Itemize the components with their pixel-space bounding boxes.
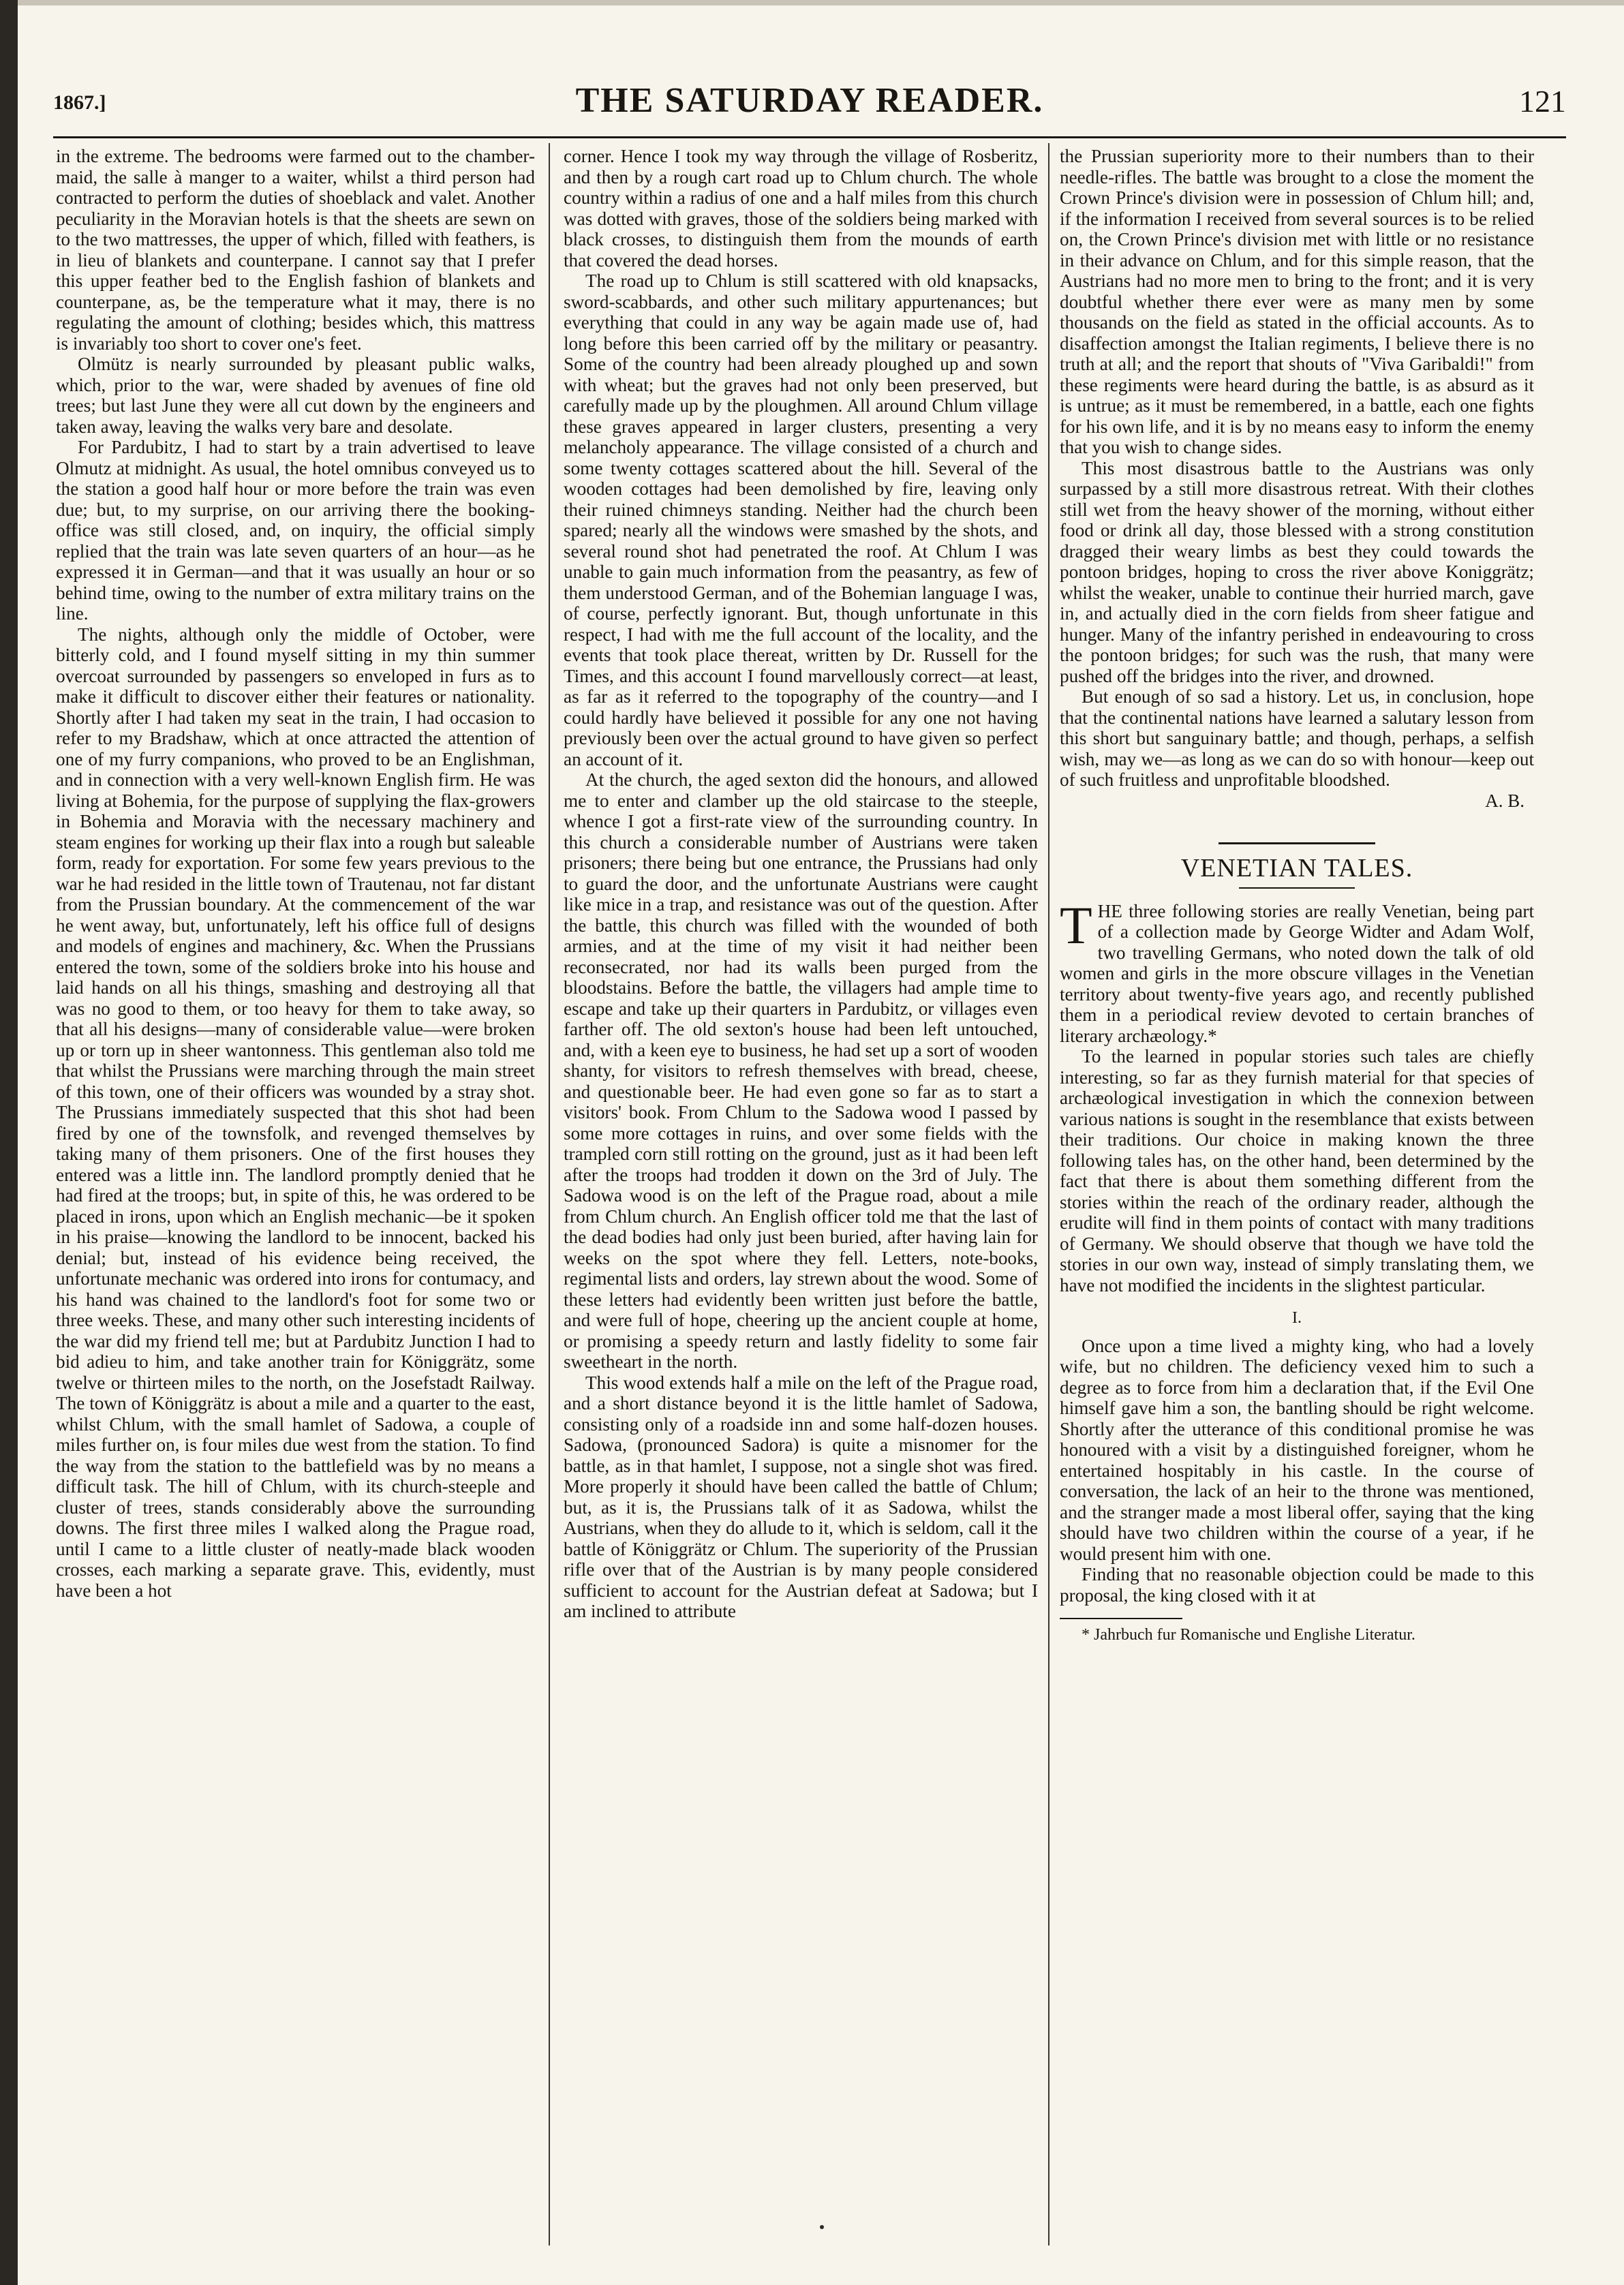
col3-paragraph: To the learned in popular stories such tales are chiefly interesting, so far as they furnish material for that species of archæological investigation in which the connexion between various nations is sought in the resemblance that exists between their traditions. Our choice in making known the three following tales has, on the other hand, been determined by the fact that there is about them something different from the stories within the reach of the ordinary reader, although the erudite will find in them points of contact with many traditions of Germany. We should observe that though we have told the stories in our own way, instead of simply translating them, we have not modified the incidents in the slightest particular. [1060,1046,1534,1295]
header-year: 1867.] [53,91,106,114]
page-binding-edge [0,0,18,2285]
header-rule [53,136,1566,138]
column-1 [56,146,535,2248]
column-divider-2 [1048,143,1050,2245]
col1-paragraph: in the extreme. The bedrooms were farmed out to the chamber-maid, the salle à manger to a waiter, whilst a third person had contracted to perform the duties of shoeblack and valet. Another peculiarity in the Moravian hotels is that the sheets are sewn on to the two mattresses, the upper of which, filled with feathers, is in lieu of blankets and counterpane. I cannot say that I prefer this upper feather bed to the English fashion of blankets and counterpane, as, be the temperature what it may, there is no regulating the amount of clothing; besides which, this mattress is invariably too short to cover one's feet. [56,146,535,354]
col2-paragraph: This wood extends half a mile on the left of the Prague road, and a short distance beyond it is the little hamlet of Sadowa, consisting only of a roadside inn and some half-dozen houses. Sadowa, (pronounced Sadora) is quite a misnomer for the battle, as in that hamlet, I suppose, not a single shot was fired. More properly it should have been called the battle of Chlum; but, as it is, the Prussians talk of it as Sadowa, whilst the Austrians, when they do allude to it, which is seldom, call it the battle of Königgrätz or Chlum. The superiority of the Prussian rifle over that of the Austrian is by many people considered sufficient to account for the Austrian defeat at Sadowa; but I am inclined to attribute [564,1372,1038,1621]
col2-paragraph: At the church, the aged sexton did the honours, and allowed me to enter and clamber up the old staircase to the steeple, whence I got a first-rate view of the surrounding country. In this church a considerable number of Austrians were taken prisoners; there being but one entrance, the Prussians had only to guard the door, and the unfortunate Austrians were caught like mice in a trap, and resistance was out of the question. After the battle, this church was filled with the wounded of both armies, and at the time of my visit it had neither been reconsecrated, nor had its walls been purged from the bloodstains. Before the battle, the villagers had ample time to escape and take up their quarters in Pardubitz, or villages even farther off. The old sexton's house had been left untouched, and, with a keen eye to business, he had set up a sort of wooden shanty, for visitors to refresh themselves with bread, cheese, and questionable beer. He had even gone so far as to start a visitors' book. From Chlum to the Sadowa wood I passed by some more cottages in ruins, and over some fields with the trampled corn still rotting on the ground, just as it had been left after the troops had trodden it down on the 3rd of July. The Sadowa wood is on the left of the Prague road, about a mile from Chlum church. An English officer told me that the last of the dead bodies had only just been buried, after having lain for weeks on the spot where they fell. Letters, note-books, regimental lists and orders, lay strewn about the wood. Some of these letters had evidently been written just before the battle, and were full of hope, cheering up the ancient couple at home, or promising a speedy return and lastly fidelity to some fair sweetheart in the north. [564,769,1038,1372]
story-paragraph: Once upon a time lived a mighty king, who had a lovely wife, but no children. The deficiency vexed him to such a degree as to force from him a declaration that, if the Evil One himself gave him a son, the bantling should be right welcome. Shortly after the utterance of this conditional promise he was honoured with a visit by a distinguished foreigner, whom he entertained hospitably in his castle. In the course of conversation, the lack of an heir to the throne was mentioned, and the stranger made a most liberal offer, saying that the king should have two children within the course of a year, if he would present him with one. [1060,1335,1534,1564]
col3-paragraph: But enough of so sad a history. Let us, in conclusion, hope that the continental nations have learned a salutary lesson from this short but sanguinary battle; and though, perhaps, a selfish wish, may we—as long as we can do so with honour—keep out of such fruitless and unprofitable bloodshed. [1060,686,1534,790]
intro-text: HE three following stories are really Venetian, being part of a collection made by George Widter and Adam Wolf, two travelling Germans, who noted down the talk of old women and girls in the more obscure villages in the Venetian territory about twenty-five years ago, and recently published them in a periodical review devoted to certain branches of literary archæology.* [1060,900,1534,1046]
column-divider-1 [549,143,550,2245]
section-title: VENETIAN TALES. [1180,854,1413,883]
col2-paragraph: corner. Hence I took my way through the village of Rosberitz, and then by a rough cart road up to Chlum church. The whole country within a radius of one and a half miles from this church was dotted with graves, those of the soldiers being marked with black crosses, to distinguish them from the mounds of earth that covered the dead horses. [564,146,1038,271]
col3-paragraph: This most disastrous battle to the Austrians was only surpassed by a still more disastrous retreat. With their clothes still wet from the heavy shower of the morning, without either food or drink all day, those blessed with a strong constitution dragged their weary limbs as best they could towards the pontoon bridges, hoping to cross the river above Koniggrätz; whilst the weaker, unable to continue their hurried march, gave in, and actually died in the corn fields from sheer fatigue and hunger. Many of the infantry perished in endeavouring to cross the pontoon bridges; for such was the rush, that many were pushed off the bridges into the river, and drowned. [1060,457,1534,686]
section-rule-bottom [1239,887,1355,889]
top-border [18,0,1624,5]
header-page-number: 121 [1519,84,1566,119]
col1-paragraph: For Pardubitz, I had to start by a train advertised to leave Olmutz at midnight. As usual, the hotel omnibus conveyed us to the station a good half hour or more before the train was even due; but, to my surprise, on our arriving there the booking-office was still closed, and, on inquiry, the official simply replied that the train was late seven quarters of an hour—as he expressed it in German—and that it was usually an hour or so behind time, owing to the number of extra military trains on the line. [56,437,535,624]
page-header [53,80,1566,135]
section-rule-top [1219,842,1375,844]
col1-paragraph: The nights, although only the middle of October, were bitterly cold, and I found myself sitting in my thin summer overcoat surrounded by passengers so enveloped in furs as to make it difficult to discover either their features or nationality. Shortly after I had taken my seat in the train, I had occasion to refer to my Bradshaw, which at once attracted the attention of one of my furry companions, who proved to be an Englishman, and in connection with a very well-known English firm. He was living at Bohemia, for the purpose of supplying the flax-growers in Bohemia and Moravia with the necessary machinery and steam engines for working up their flax into a rough but saleable form, ready for exportation. For some few years previous to the war he had resided in the little town of Trautenau, not far distant from the Prussian boundary. At the commencement of the war he went away, but, unfortunately, left his office full of designs and models of engines and machinery, &c. When the Prussians entered the town, some of the soldiers broke into his house and laid hands on all his things, smashing and destroying all that was no good to them, or too heavy for them to take away, so that all his designs—many of considerable value—were broken up or torn up in sheer wantonness. This gentleman also told me that whilst the Prussians were marching through the main street of this town, one of their officers was wounded by a stray shot. The Prussians immediately suspected that this shot had been fired by one of the townsfolk, and revenged themselves by taking many of them prisoners. One of the first houses they entered was a little inn. The landlord promptly denied that he had fired at the troops; but, in spite of this, he was ordered to be placed in irons, upon which an English mechanic—be it spoken in his praise—knowing the landlord to be innocent, backed his denial; but, instead of his evidence being received, the unfortunate mechanic was ordered into irons for contumacy, and his hand was chained to the landlord's foot for some two or three weeks. These, and many other such interesting incidents of the war did my friend tell me; but at Pardubitz Junction I had to bid adieu to him, and take another train for Königgrätz, some twelve or thirteen miles to the north, on the Josefstadt Railway. The town of Königgrätz is about a mile and a quarter to the east, whilst Chlum, with the small hamlet of Sadowa, a couple of miles further on, is four miles due west from the station. To find the way from the station to the battlefield was by no means a difficult task. The hill of Chlum, with its church-steeple and cluster of trees, stands considerably above the surrounding downs. The first three miles I walked along the Prague road, until I came to a little cluster of neatly-made black wooden crosses, each marking a separate grave. This, evidently, must have been a hot [56,624,535,1601]
col3-paragraph: the Prussian superiority more to their numbers than to their needle-rifles. The battle was brought to a close the moment the Crown Prince's division were in possession of Chlum hill; and, if the information I received from several sources is to be relied on, the Crown Prince's division met with little or no resistance in their advance on Chlum, and for this simple reason, that the Austrians had no more men to bring to the front; and it is very doubtful whether there ever were as many men by some thousands on the field as stated in the official accounts. As to disaffection amongst the Italian regiments, I believe there is no truth at all; and the report that shouts of "Viva Garibaldi!" from these regiments were heard during the battle, is as absurd as it is untrue; as it must be remembered, in a battle, each one fights for his own life, and it is by no means easy to inform the enemy that you wish to change sides. [1060,146,1534,457]
column-3 [1060,146,1534,2272]
page-speck [820,2225,824,2229]
drop-cap: T [1060,895,1092,955]
story-numeral: I. [1292,1309,1302,1327]
col2-paragraph: The road up to Chlum is still scattered with old knapsacks, sword-scabbards, and other such military appurtenances; but everything that could in any way be again made use of, had long before this been carried off by the military or peasantry. Some of the country had been already ploughed up and sown with wheat; but the graves had not only been preserved, but carefully made up by the ploughmen. All around Chlum village these graves appeared in larger clusters, presenting a very melancholy appearance. The village consisted of a church and some twenty cottages scattered about the hill. Several of the wooden cottages had been demolished by fire, leaving only their ruined chimneys standing. Neither had the church been spared; nearly all the windows were smashed by the shots, and several round shot had penetrated the roof. At Chlum I was unable to gain much information from the peasantry, as few of them understood German, and of the Bohemian language I was, of course, perfectly ignorant. But, though unfortunate in this respect, I had with me the full account of the locality, and the events that took place thereat, written by Dr. Russell for the Times, and this account I found marvellously correct—at least, as far as it referred to the topography of the country—and I could hardly have believed it possible for any one not having previously been over the actual ground to have given so perfect an account of it. [564,271,1038,769]
col1-paragraph: Olmütz is nearly surrounded by pleasant public walks, which, prior to the war, were shaded by avenues of fine old trees; but last June they were all cut down by the engineers and taken away, leaving the walks very bare and desolate. [56,354,535,437]
footnote: * Jahrbuch fur Romanische und Englishe Literatur. [1082,1626,1415,1644]
story-paragraph: Finding that no reasonable objection could be made to this proposal, the king closed with it at [1060,1564,1534,1606]
footnote-rule [1060,1618,1182,1619]
article-signature: A. B. [1485,790,1525,811]
column-2 [564,146,1038,2248]
intro-paragraph [1060,895,1534,1047]
header-title: THE SATURDAY READER. [575,81,1044,120]
